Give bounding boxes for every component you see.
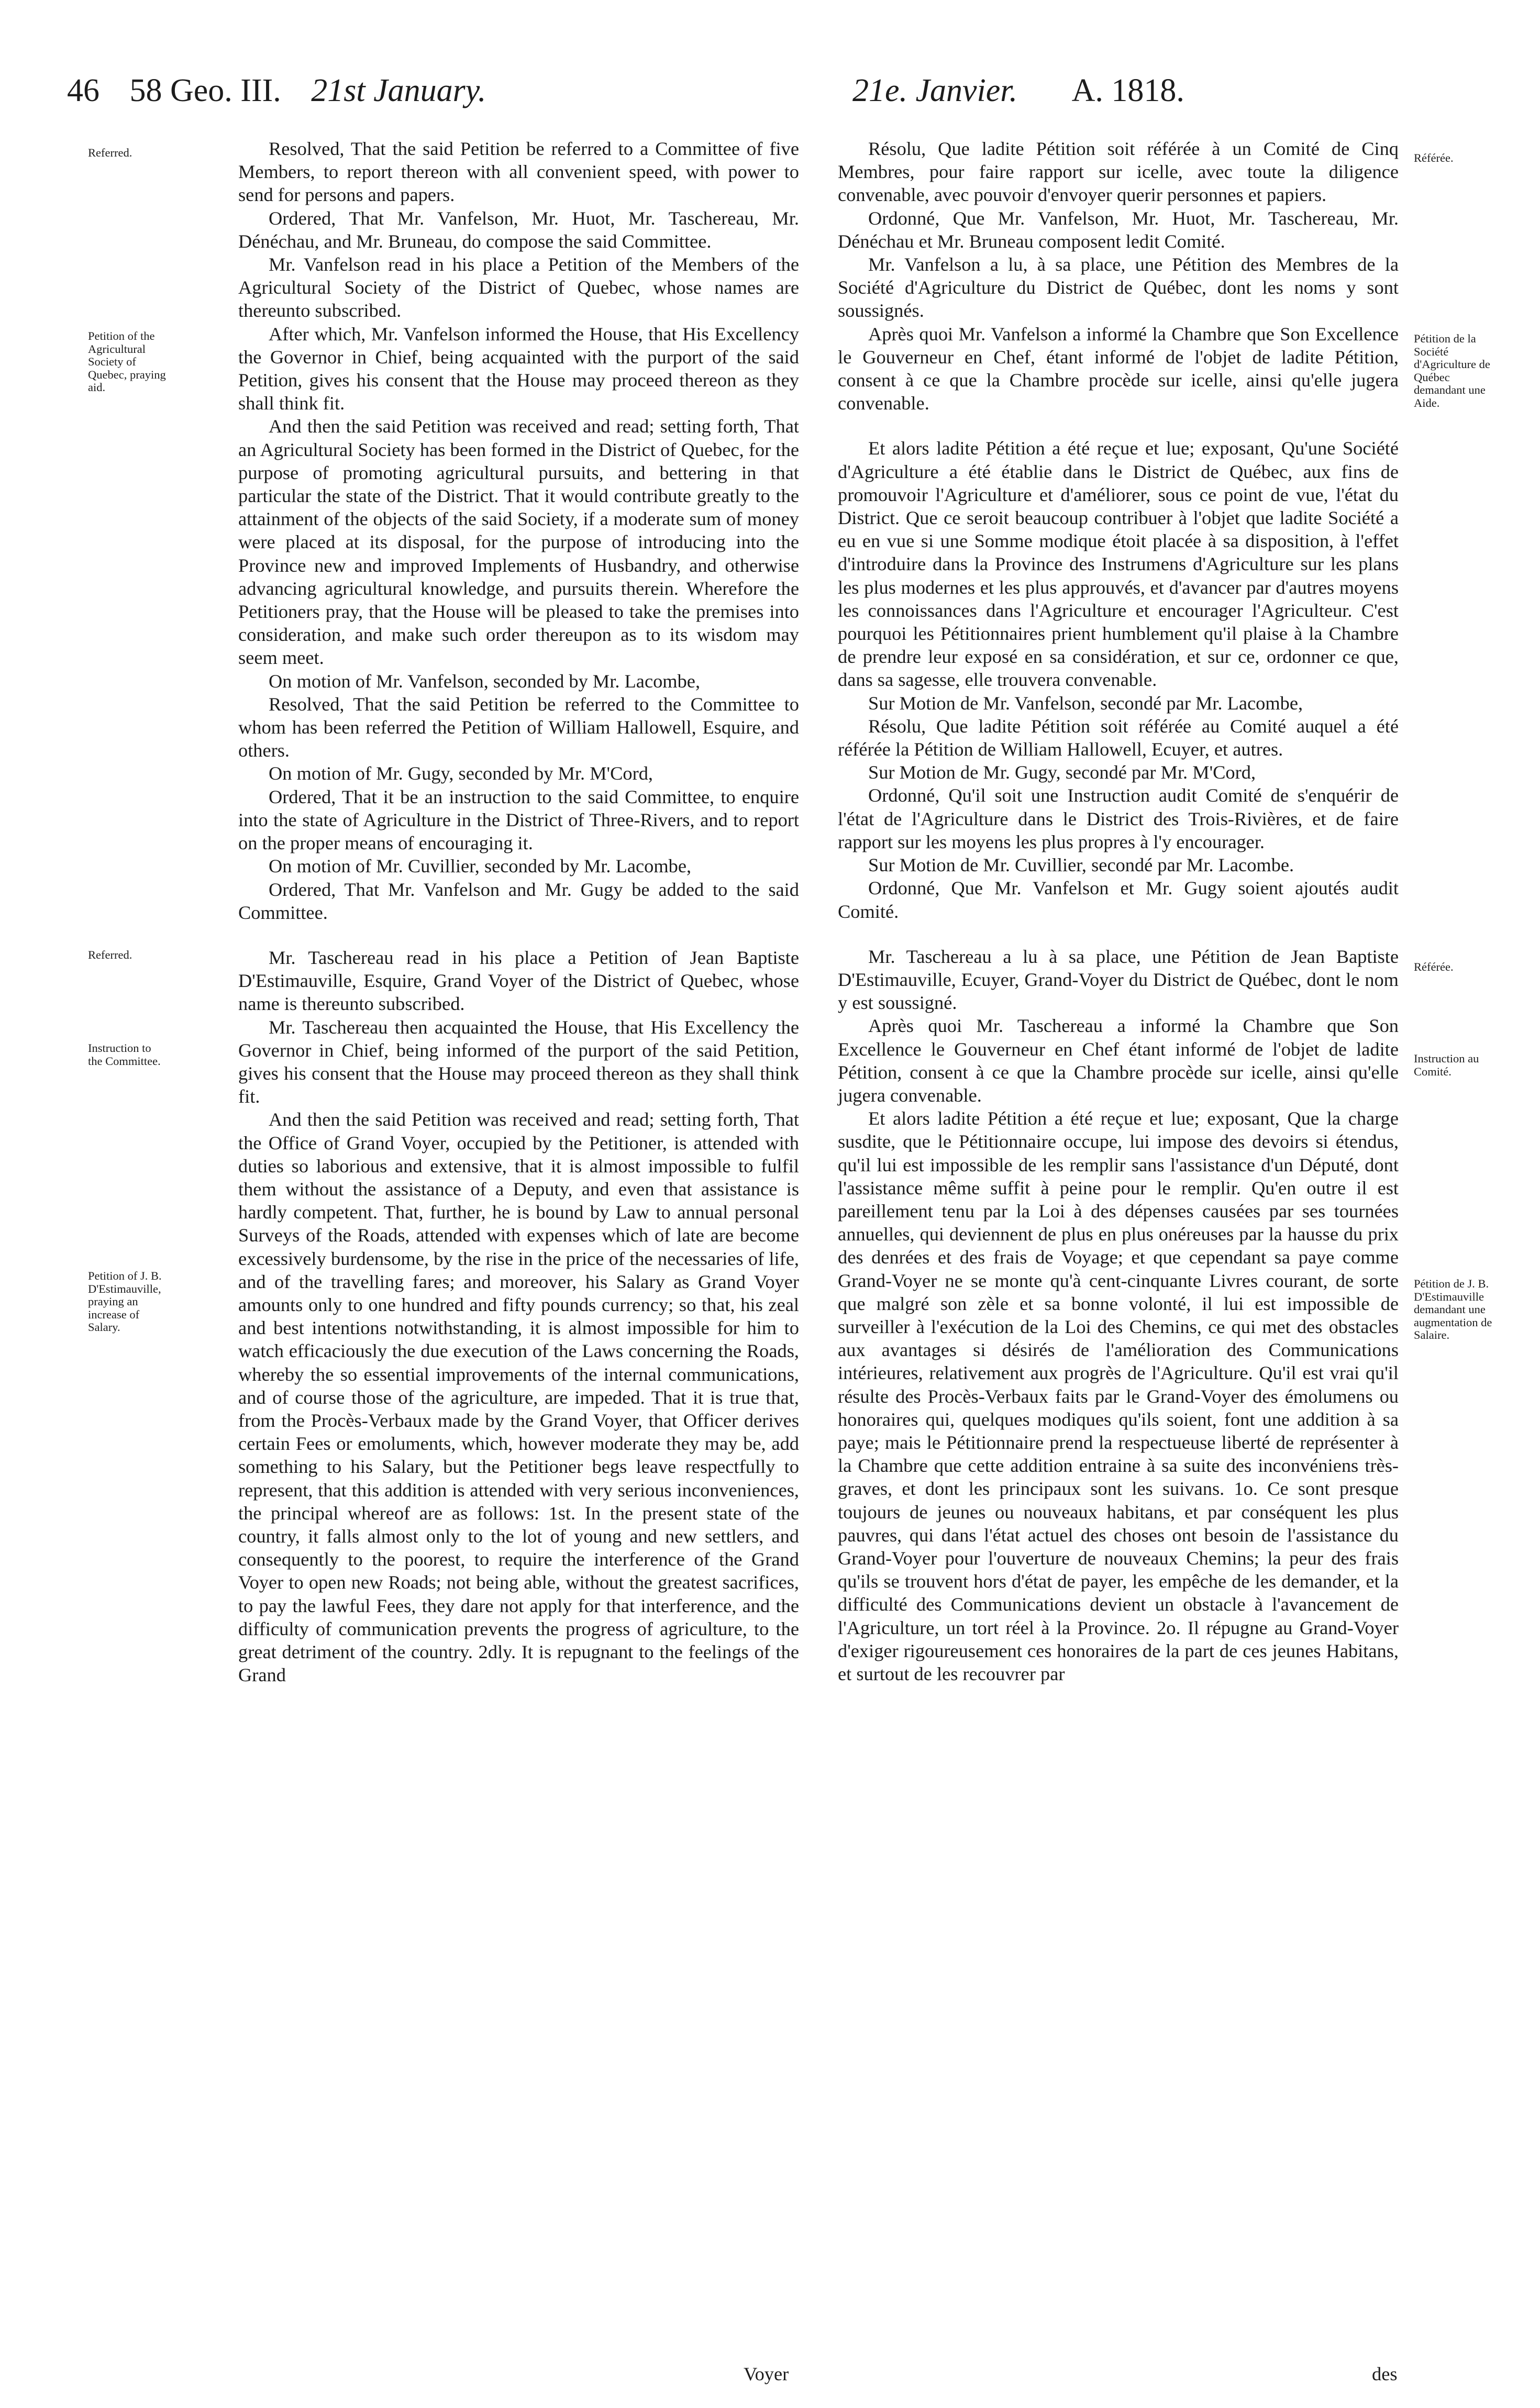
english-column <box>238 137 799 1686</box>
margin-note-petition-societe: Pétition de la Société d'Agriculture de Québec demandant une Aide. <box>1414 332 1490 409</box>
paragraph: Résolu, Que ladite Pétition soit référée à un Comité de Cinq Membres, pour faire rapport sur icelle, avec toute la diligence convenable, avec pouvoir d'envoyer querir personnes et papiers. <box>838 138 1399 206</box>
margin-note-petition-estimauville-fr: Pétition de J. B. D'Estimauville demandant une augmentation de Salaire. <box>1414 1277 1492 1341</box>
regnal-year: 58 Geo. III. <box>129 73 281 108</box>
date-french: 21e. Janvier. <box>852 73 1018 108</box>
paragraph: Après quoi Mr. Taschereau a informé la Chambre que Son Excellence le Gouverneur en Chef étant informé de l'objet de ladite Pétition, consent à ce que la Chambre procède sur icelle, ainsi qu'elle jugera convenable. <box>838 1015 1399 1106</box>
paragraph: Ordonné, Que Mr. Vanfelson et Mr. Gugy soient ajoutés audit Comité. <box>838 878 1399 922</box>
paragraph: Resolved, That the said Petition be referred to the Committee to whom has been referred the Petition of William Hallowell, Esquire, and others. <box>238 693 799 761</box>
catchword-french: des <box>1372 2363 1398 2384</box>
paragraph: And then the said Petition was received and read; setting forth, That the Office of Grand Voyer, occupied by the Petitioner, is attended with duties so laborious and extensive, that it is almost impossible to fulfil them without the assistance of a Deputy, and even that assistance is hardly competent. That, further, he is bound by Law to annual personal Surveys of the Roads, attended with expenses which of late are become excessively burdensome, by the rise in the price of the necessaries of life, and of the travelling fares; and moreover, his Salary as Grand Voyer amounts only to one hundred and fifty pounds currency; so that, his zeal and best intentions notwithstanding, it is almost impossible for him to watch efficaciously the due execution of the Laws concerning the Roads, whereby the so essential improvements of the internal communications, and of course those of the agriculture, are impeded. That it is true that, from the Procès-Verbaux made by the Grand Voyer, that Officer derives certain Fees or emoluments, which, however moderate they may be, add something to his Salary, but the Petitioner begs leave respectfully to represent, that this addition is attended with very serious inconveniences, the principal whereof are as follows: 1st. In the present state of the country, it falls almost only to the lot of young and new settlers, and consequently to the poorest, to require the interference of the Grand Voyer to open new Roads; not being able, without the greatest sacrifices, to pay the lawful Fees, they dare not apply for that interference, and the difficulty of communication prevents the progress of agriculture, to the great detriment of the country. 2dly. It is repugnant to the feelings of the Grand <box>238 1109 799 1686</box>
running-head-french <box>852 67 1212 114</box>
paragraph: On motion of Mr. Cuvillier, seconded by Mr. Lacombe, <box>269 856 692 877</box>
paragraph: Résolu, Que ladite Pétition soit référée au Comité auquel a été référée la Pétition de William Hallowell, Ecuyer, et autres. <box>838 715 1399 760</box>
running-head-english <box>67 67 508 114</box>
margin-note-referred-2: Referred. <box>88 948 132 961</box>
paragraph: Ordonné, Que Mr. Vanfelson, Mr. Huot, Mr. Taschereau, Mr. Dénéchau et Mr. Bruneau composent ledit Comité. <box>838 207 1399 252</box>
margin-note-estimauville-petition: Petition of J. B. D'Estimauville, praying an increase of Salary. <box>88 1269 162 1334</box>
paragraph: On motion of Mr. Vanfelson, seconded by Mr. Lacombe, <box>269 670 701 692</box>
margin-note-instruction: Instruction to the Committee. <box>88 1041 161 1068</box>
paragraph: Mr. Taschereau read in his place a Petition of Jean Baptiste D'Estimauville, Esquire, Grand Voyer of the District of Quebec, whose name is thereunto subscribed. <box>238 947 799 1015</box>
paragraph: Ordered, That it be an instruction to the said Committee, to enquire into the state of Agriculture in the District of Three-Rivers, and to report on the proper means of encouraging it. <box>238 786 799 854</box>
paragraph: Mr. Vanfelson a lu, à sa place, une Pétition des Membres de la Société d'Agriculture du District de Québec, dont les noms y sont soussignés. <box>838 254 1399 321</box>
paragraph: Mr. Taschereau then acquainted the House, that His Excellency the Governor in Chief, being informed of the purport of the said Petition, gives his consent that the House may proceed thereon as they shall think fit. <box>238 1016 799 1107</box>
year: A. 1818. <box>1071 73 1184 108</box>
margin-note-referee-2: Référée. <box>1414 960 1454 973</box>
french-column <box>838 137 1399 1685</box>
paragraph: Et alors ladite Pétition a été reçue et lue; exposant, Qu'une Société d'Agriculture a été établie dans le District de Québec, aux fins de promouvoir l'Agriculture et d'améliorer, sous ce point de vue, l'état du District. Que ce seroit beaucoup contribuer à l'objet que ladite Société a eu en vue si une Somme modique étoit placée à sa disposition, à l'effet d'introduire dans la Province des Instrumens d'Agriculture sur les plans les plus modernes et les plus approuvés, et d'avancer par d'autres moyens les connoissances dans l'Agriculture et encourager l'Agriculteur. C'est pourquoi les Pétitionnaires prient humblement qu'il plaise à la Chambre de prendre leur exposé en sa considération, et sur ce, ordonner ce que, dans sa sagesse, elle trouvera convenable. <box>838 438 1399 691</box>
paragraph: After which, Mr. Vanfelson informed the House, that His Excellency the Governor in Chief, being acquainted with the purport of the said Petition, gives his consent that the House may proceed thereon as they shall think fit. <box>238 323 799 414</box>
margin-note-instruction-fr: Instruction au Comité. <box>1414 1052 1479 1078</box>
paragraph: Ordered, That Mr. Vanfelson, Mr. Huot, Mr. Taschereau, Mr. Dénéchau, and Mr. Bruneau, do compose the said Committee. <box>238 207 799 252</box>
paragraph: Mr. Vanfelson read in his place a Petition of the Members of the Agricultural Society of the District of Quebec, whose names are thereunto subscribed. <box>238 254 799 321</box>
paragraph: Sur Motion de Mr. Cuvillier, secondé par Mr. Lacombe. <box>868 855 1294 876</box>
margin-note-agricultural-petition: Petition of the Agricultural Society of Quebec, praying aid. <box>88 329 166 394</box>
paragraph: Sur Motion de Mr. Vanfelson, secondé par Mr. Lacombe, <box>868 692 1303 714</box>
paragraph: Sur Motion de Mr. Gugy, secondé par Mr. M'Cord, <box>868 762 1256 783</box>
paragraph: On motion of Mr. Gugy, seconded by Mr. M'Cord, <box>269 763 653 784</box>
paragraph: Ordered, That Mr. Vanfelson and Mr. Gugy be added to the said Committee. <box>238 879 799 923</box>
margin-note-referred: Referred. <box>88 146 132 159</box>
margin-note-referee: Référée. <box>1414 151 1454 164</box>
paragraph: Resolved, That the said Petition be referred to a Committee of five Members, to report thereon with all convenient speed, with power to send for persons and papers. <box>238 138 799 206</box>
date-english: 21st January. <box>311 73 486 108</box>
page-number: 46 <box>67 73 99 108</box>
paragraph: Ordonné, Qu'il soit une Instruction audit Comité de s'enquérir de l'état de l'Agriculture dans le District des Trois-Rivières, et de faire rapport sur les moyens les plus propres à l'y encourager. <box>838 785 1399 852</box>
paragraph: Après quoi Mr. Vanfelson a informé la Chambre que Son Excellence le Gouverneur en Chef, étant informé de l'objet de ladite Pétition, consent à ce que la Chambre procède sur icelle, ainsi qu'elle jugera convenable. <box>838 323 1399 414</box>
paragraph: And then the said Petition was received and read; setting forth, That an Agricultural Society has been formed in the District of Quebec, for the purpose of promoting agricultural pursuits, and bettering in that particular the state of the District. That it would contribute greatly to the attainment of the objects of the said Society, if a moderate sum of money were placed at its disposal, for the purpose of introducing into the Province new and improved Implements of Husbandry, and otherwise advancing agricultural knowledge, and pursuits therein. Wherefore the Petitioners pray, that the House will be pleased to take the premises into consideration, and make such order thereupon as to its wisdom may seem meet. <box>238 416 799 669</box>
paragraph: Mr. Taschereau a lu à sa place, une Pétition de Jean Baptiste D'Estimauville, Ecuyer, Grand-Voyer du District de Québec, dont le nom y est soussigné. <box>838 946 1399 1014</box>
paragraph: Et alors ladite Pétition a été reçue et lue; exposant, Que la charge susdite, que le Pétitionnaire occupe, lui impose des devoirs si étendus, qu'il lui est impossible de les remplir sans l'assistance d'un Député, dont l'assistance même suffit à peine pour le remplir. Qu'en outre il est pareillement tenu par la Loi à des dépenses causées par ses tournées annuelles, qui deviennent de plus en plus onéreuses par la hausse du prix des denrées et des frais de Voyage; et que cependant sa paye comme Grand-Voyer ne se monte qu'à cent-cinquante Livres courant, de sorte que malgré son zèle et sa bonne volonté, il lui est impossible de surveiller à l'exécution de la Loi des Chemins, ce qui met des obstacles aux avantages si désirés de l'amélioration des Communications intérieures, relativement aux progrès de l'Agriculture. Qu'il est vrai qu'il résulte des Procès-Verbaux faits par le Grand-Voyer des émolumens ou honoraires qui, quelques modiques qu'ils soient, font une addition à sa paye; mais le Pétitionnaire prend la respectueuse liberté de représenter à la Chambre que cette addition entraine à sa suite des inconvéniens très-graves, et dont les principaux sont les suivans. 1o. Ce sont presque toujours de jeunes ou nouveaux habitans, et par conséquent les plus pauvres, qui dans l'état actuel des choses ont besoin de l'assistance du Grand-Voyer pour l'ouverture de nouveaux Chemins; la peur des frais qu'ils se trouvent hors d'état de payer, les empêche de les demander, et la difficulté des Communications devient un obstacle à l'avancement de l'Agriculture, un tort réel à la Province. 2o. Il répugne au Grand-Voyer d'exiger rigoureusement ces honoraires de la part de ces jeunes Habitans, et surtout de les recouvrer par <box>838 1108 1399 1684</box>
catchword-english: Voyer <box>744 2363 789 2384</box>
